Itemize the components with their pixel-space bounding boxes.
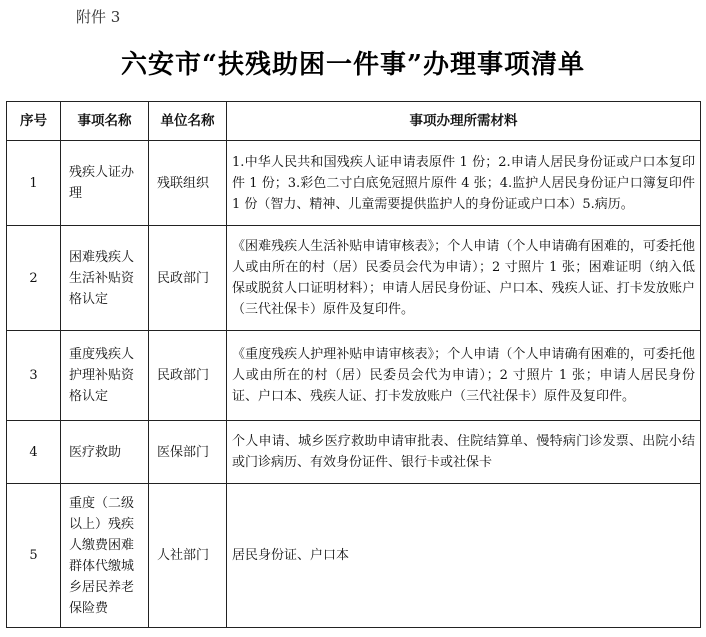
row-no: 1 — [7, 141, 61, 226]
row-no: 5 — [7, 484, 61, 628]
row-materials: 居民身份证、户口本 — [227, 484, 701, 628]
table-row — [7, 331, 701, 421]
header-item-name: 事项名称 — [61, 102, 149, 141]
row-materials: 《重度残疾人护理补贴申请审核表》；个人申请（个人申请确有困难的，可委托他人或由所在的村（居）民委员会代为申请）；2 寸照片 1 张；申请人居民身份证、户口本、残疾人证、打卡发放账户（三代社保卡）原件及复印件。 — [227, 331, 701, 421]
row-item-name: 重度残疾人护理补贴资格认定 — [61, 331, 149, 421]
row-unit-name: 医保部门 — [149, 421, 227, 484]
row-no: 4 — [7, 421, 61, 484]
row-materials: 个人申请、城乡医疗救助申请审批表、住院结算单、慢特病门诊发票、出院小结或门诊病历、有效身份证件、银行卡或社保卡 — [227, 421, 701, 484]
table-row — [7, 226, 701, 331]
row-unit-name: 残联组织 — [149, 141, 227, 226]
row-item-name: 重度（二级以上）残疾人缴费困难群体代缴城乡居民养老保险费 — [61, 484, 149, 628]
page-title: 六安市“扶残助困一件事”办理事项清单 — [121, 50, 585, 80]
materials-table — [6, 101, 701, 628]
attachment-label: 附件 3 — [76, 8, 121, 26]
table-row — [7, 421, 701, 484]
row-item-name: 医疗救助 — [61, 421, 149, 484]
row-no: 3 — [7, 331, 61, 421]
row-item-name: 残疾人证办理 — [61, 141, 149, 226]
row-unit-name: 人社部门 — [149, 484, 227, 628]
row-materials: 1.中华人民共和国残疾人证申请表原件 1 份；2.申请人居民身份证或户口本复印件 1 份；3.彩色二寸白底免冠照片原件 4 张；4.监护人居民身份证户口簿复印件 1 份（智力、精神、儿童需要提供监护人的身份证或户口本）5.病历。 — [227, 141, 701, 226]
table-header-row — [7, 102, 701, 141]
header-materials: 事项办理所需材料 — [227, 102, 701, 141]
table-row — [7, 484, 701, 628]
header-no: 序号 — [7, 102, 61, 141]
row-unit-name: 民政部门 — [149, 226, 227, 331]
row-materials: 《困难残疾人生活补贴申请审核表》；个人申请（个人申请确有困难的，可委托他人或由所在的村（居）民委员会代为申请）；2 寸照片 1 张；困难证明（纳入低保或脱贫人口证明材料）；申请人居民身份证、户口本、残疾人证、打卡发放账户（三代社保卡）原件及复印件。 — [227, 226, 701, 331]
row-item-name: 困难残疾人生活补贴资格认定 — [61, 226, 149, 331]
table-row — [7, 141, 701, 226]
row-unit-name: 民政部门 — [149, 331, 227, 421]
header-unit-name: 单位名称 — [149, 102, 227, 141]
row-no: 2 — [7, 226, 61, 331]
